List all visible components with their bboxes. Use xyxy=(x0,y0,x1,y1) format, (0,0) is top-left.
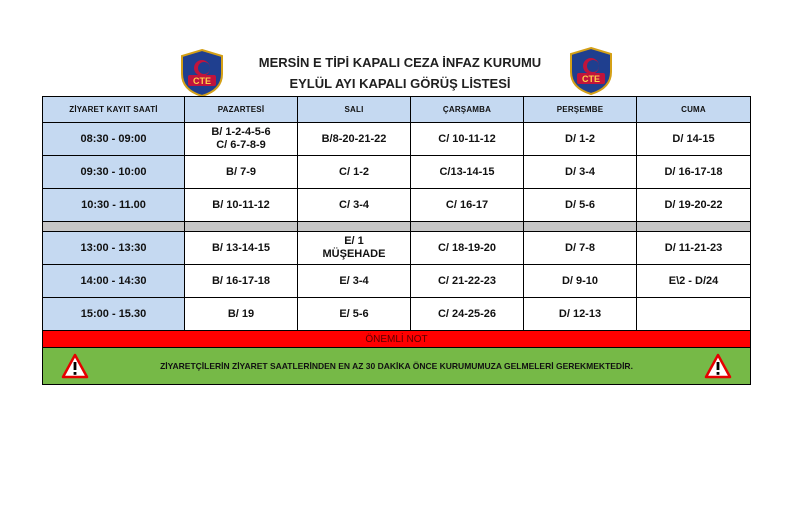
schedule-cell-friday: E\2 - D/24 xyxy=(637,265,751,298)
schedule-cell-monday: B/ 10-11-12 xyxy=(185,189,298,222)
institution-logo-left xyxy=(176,48,228,98)
warning-row xyxy=(43,348,751,385)
schedule-cell-friday: D/ 11-21-23 xyxy=(637,232,751,265)
separator-cell xyxy=(411,222,524,232)
schedule-cell-tuesday: C/ 1-2 xyxy=(298,156,411,189)
column-header-wednesday: ÇARŞAMBA xyxy=(411,97,524,123)
column-header-monday: PAZARTESİ xyxy=(185,97,298,123)
logo-letters: CTE xyxy=(582,74,600,84)
table-row xyxy=(43,298,751,331)
page-title: MERSİN E TİPİ KAPALI CEZA İNFAZ KURUMU xyxy=(258,55,542,70)
time-slot-cell: 13:00 - 13:30 xyxy=(43,232,185,265)
warning-triangle-icon xyxy=(61,353,89,379)
schedule-cell-monday: B/ 7-9 xyxy=(185,156,298,189)
schedule-cell-wednesday: C/ 16-17 xyxy=(411,189,524,222)
schedule-cell-wednesday: C/13-14-15 xyxy=(411,156,524,189)
schedule-cell-tuesday: B/8-20-21-22 xyxy=(298,123,411,156)
table-row xyxy=(43,232,751,265)
institution-logo-right xyxy=(565,46,617,96)
schedule-cell-friday: D/ 19-20-22 xyxy=(637,189,751,222)
column-header-friday: CUMA xyxy=(637,97,751,123)
schedule-cell-line: C/ 6-7-8-9 xyxy=(216,139,266,151)
column-header-tuesday: SALI xyxy=(298,97,411,123)
schedule-cell-thursday: D/ 5-6 xyxy=(524,189,637,222)
table-row xyxy=(43,123,751,156)
schedule-cell-monday: B/ 19 xyxy=(185,298,298,331)
table-row xyxy=(43,265,751,298)
separator-cell xyxy=(43,222,185,232)
schedule-cell-thursday: D/ 7-8 xyxy=(524,232,637,265)
schedule-cell-wednesday: C/ 24-25-26 xyxy=(411,298,524,331)
warning-text: ZİYARETÇİLERİN ZİYARET SAATLERİNDEN EN AZ 30 DAKİKA ÖNCE KURUMUMUZA GELMELERİ GEREKMEKTEDİR. xyxy=(160,361,633,371)
schedule-cell-monday xyxy=(185,123,298,156)
schedule-cell-tuesday: E/ 5-6 xyxy=(298,298,411,331)
lunch-separator-row xyxy=(43,222,751,232)
time-slot-cell: 09:30 - 10:00 xyxy=(43,156,185,189)
important-note-label: ÖNEMLİ NOT xyxy=(43,331,751,348)
schedule-cell-friday: D/ 14-15 xyxy=(637,123,751,156)
column-header-time: ZİYARET KAYIT SAATİ xyxy=(43,97,185,123)
schedule-cell-wednesday: C/ 18-19-20 xyxy=(411,232,524,265)
schedule-cell-wednesday: C/ 21-22-23 xyxy=(411,265,524,298)
schedule-cell-line: B/ 1-2-4-5-6 xyxy=(211,126,271,138)
table-row xyxy=(43,156,751,189)
schedule-cell-line: E/ 1 xyxy=(344,235,364,247)
schedule-cell-thursday: D/ 1-2 xyxy=(524,123,637,156)
schedule-cell-thursday: D/ 9-10 xyxy=(524,265,637,298)
important-note-row xyxy=(43,331,751,348)
visit-schedule-table xyxy=(42,96,751,385)
schedule-cell-thursday: D/ 3-4 xyxy=(524,156,637,189)
warning-cell xyxy=(43,348,751,385)
schedule-cell-tuesday: E/ 3-4 xyxy=(298,265,411,298)
time-slot-cell: 10:30 - 11.00 xyxy=(43,189,185,222)
time-slot-cell: 15:00 - 15.30 xyxy=(43,298,185,331)
table-header-row xyxy=(43,97,751,123)
schedule-cell-tuesday: C/ 3-4 xyxy=(298,189,411,222)
schedule-cell-friday xyxy=(637,298,751,331)
separator-cell xyxy=(185,222,298,232)
schedule-cell-friday: D/ 16-17-18 xyxy=(637,156,751,189)
schedule-cell-monday: B/ 13-14-15 xyxy=(185,232,298,265)
schedule-cell-wednesday: C/ 10-11-12 xyxy=(411,123,524,156)
schedule-cell-tuesday xyxy=(298,232,411,265)
time-slot-cell: 14:00 - 14:30 xyxy=(43,265,185,298)
table-row xyxy=(43,189,751,222)
logo-letters: CTE xyxy=(193,76,211,86)
schedule-cell-line: MÜŞEHADE xyxy=(322,248,386,260)
separator-cell xyxy=(524,222,637,232)
separator-cell xyxy=(637,222,751,232)
column-header-thursday: PERŞEMBE xyxy=(524,97,637,123)
separator-cell xyxy=(298,222,411,232)
schedule-cell-thursday: D/ 12-13 xyxy=(524,298,637,331)
warning-triangle-icon xyxy=(704,353,732,379)
schedule-cell-monday: B/ 16-17-18 xyxy=(185,265,298,298)
page-subtitle: EYLÜL AYI KAPALI GÖRÜŞ LİSTESİ xyxy=(289,76,511,91)
time-slot-cell: 08:30 - 09:00 xyxy=(43,123,185,156)
